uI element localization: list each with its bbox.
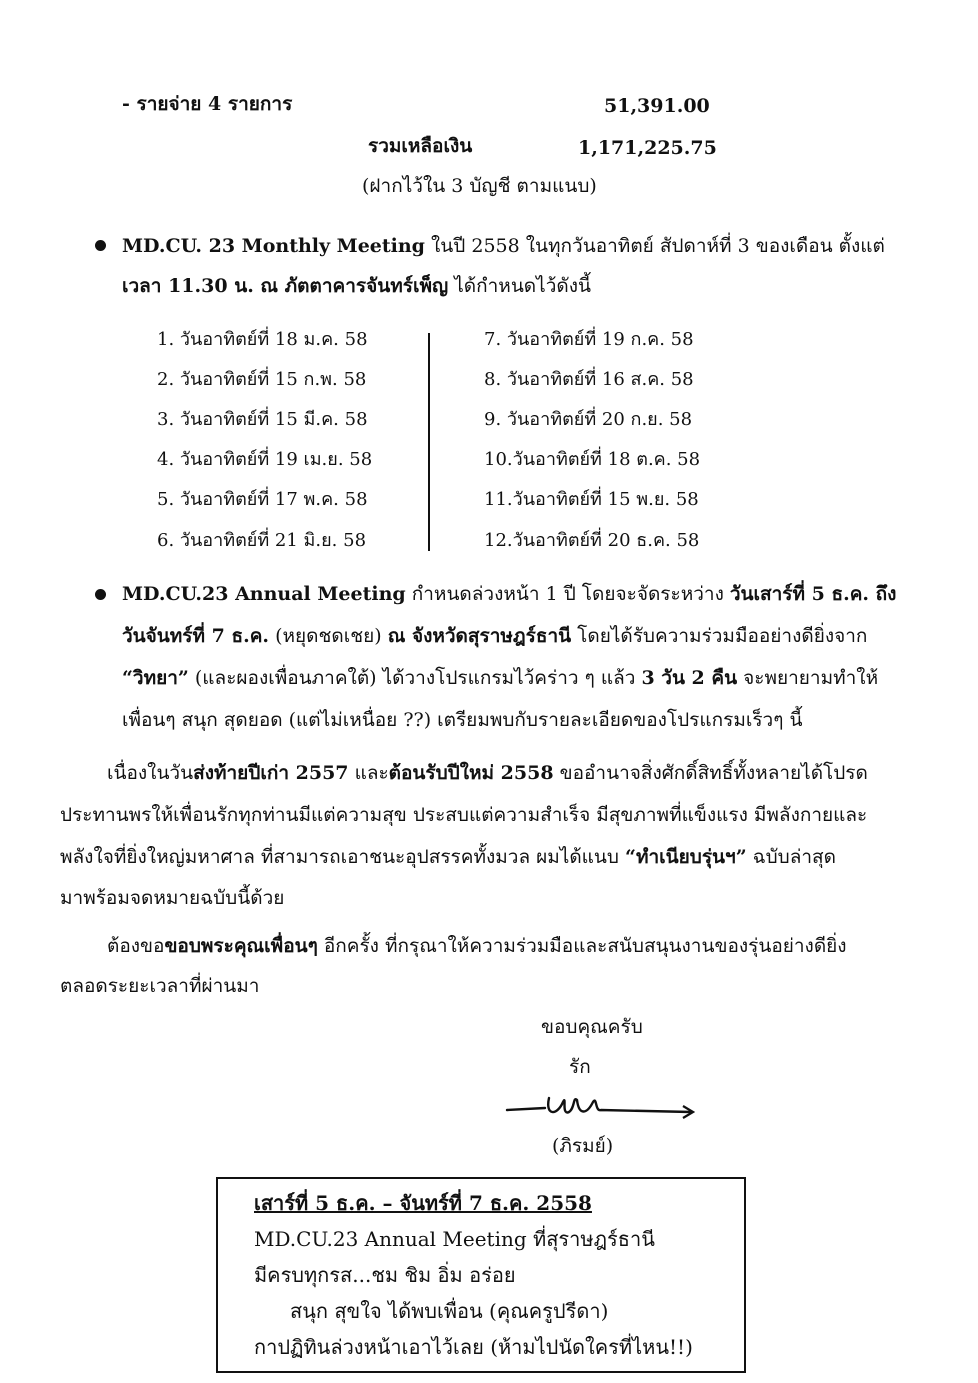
deposit-note: (ฝากไว้ใน 3 บัญชี ตามแนบ) [362,175,597,197]
schedule-item: 8. วันอาทิตย์ที่ 16 ส.ค. 58 [484,369,694,390]
schedule-item: 5. วันอาทิตย์ที่ 17 พ.ค. 58 [157,489,368,510]
newyear-text: ขออำนาจสิ่งศักดิ์สิทธิ์ทั้งหลายได้โปรด [553,762,868,784]
schedule-item: 12.วันอาทิตย์ที่ 20 ธ.ค. 58 [484,530,700,551]
reminder-line-1: MD.CU.23 Annual Meeting ที่สุราษฎร์ธานี [254,1227,655,1251]
reminder-box [216,1177,746,1373]
reminder-line-4: กาปฏิทินล่วงหน้าเอาไว้เลย (ห้ามไปนัดใครที่ไหน!!) [254,1335,693,1359]
annual-line-2 [122,622,867,650]
newyear-old-year: ส่งท้ายปีเก่า 2557 [193,762,349,784]
annual-date-end: วันจันทร์ที่ 7 ธ.ค. [122,625,270,647]
monthly-title: MD.CU. 23 Monthly Meeting [122,235,425,257]
balance-amount: 1,171,225.75 [578,137,717,159]
closing-love: รัก [569,1056,591,1078]
annual-line-4: เพื่อนๆ สนุก สุดยอด (แต่ไม่เหนื่อย ??) เตรียมพบกับรายละเอียดของโปรแกรมเร็วๆ นี้ [122,709,803,731]
schedule-item: 3. วันอาทิตย์ที่ 15 มี.ค. 58 [157,409,368,430]
newyear-line-1 [107,759,868,787]
thanks-line-1 [107,932,847,960]
bullet-icon [95,589,106,600]
balance-label: รวมเหลือเงิน [368,135,473,157]
schedule-item: 10.วันอาทิตย์ที่ 18 ต.ค. 58 [484,449,701,470]
newyear-directory: “ทำเนียบรุ่นฯ” [625,846,747,868]
annual-text: จะพยายามทำให้ [737,667,879,689]
reminder-line-3: สนุก สุขใจ ได้พบเพื่อน (คุณครูปรีดา) [290,1299,609,1323]
newyear-text: ฉบับล่าสุด [746,846,836,868]
monthly-desc-2: ได้กำหนดไว้ดังนี้ [448,275,591,297]
annual-title: MD.CU.23 Annual Meeting [122,583,406,605]
annual-duration: 3 วัน 2 คืน [641,667,738,689]
expense-label: - รายจ่าย 4 รายการ [122,93,293,115]
schedule-item: 2. วันอาทิตย์ที่ 15 ก.พ. 58 [157,369,367,390]
annual-line-1 [122,580,896,608]
schedule-item: 4. วันอาทิตย์ที่ 19 เม.ย. 58 [157,449,373,470]
schedule-divider [428,333,430,551]
newyear-text: และ [348,762,389,784]
annual-text: โดยได้รับความร่วมมืออย่างดียิ่งจาก [571,625,868,647]
closing-thanks: ขอบคุณครับ [541,1016,643,1038]
monthly-desc: ในปี 2558 ในทุกวันอาทิตย์ สัปดาห์ที่ 3 ของเดือน ตั้งแต่ [424,235,885,257]
thanks-line-2: ตลอดระยะเวลาที่ผ่านมา [60,975,260,997]
bullet-icon [95,240,106,251]
newyear-new-year: ต้อนรับปีใหม่ 2558 [388,762,554,784]
annual-text: กำหนดล่วงหน้า 1 ปี โดยจะจัดระหว่าง [405,583,730,605]
thanks-text: ต้องขอ [107,935,165,957]
expense-amount: 51,391.00 [604,95,710,117]
annual-location: ณ จังหวัดสุราษฎร์ธานี [387,625,572,647]
newyear-line-2: ประทานพรให้เพื่อนรักทุกท่านมีแต่ความสุข ประสบแต่ความสำเร็จ มีสุขภาพที่แข็งแรง มีพลังกายและ [60,804,868,826]
annual-text: (และผองเพื่อนภาคใต้) ได้วางโปรแกรมไว้คร่าว ๆ แล้ว [188,667,642,689]
schedule-item: 6. วันอาทิตย์ที่ 21 มิ.ย. 58 [157,530,367,551]
thanks-friends: ขอบพระคุณเพื่อนๆ [164,935,318,957]
schedule-item: 9. วันอาทิตย์ที่ 20 ก.ย. 58 [484,409,693,430]
schedule-item: 1. วันอาทิตย์ที่ 18 ม.ค. 58 [157,329,368,350]
signature-icon [505,1086,695,1128]
annual-text: (หยุดชดเชย) [269,625,388,647]
schedule-item: 11.วันอาทิตย์ที่ 15 พ.ย. 58 [484,489,699,510]
thanks-text: อีกครั้ง ที่กรุณาให้ความร่วมมือและสนับสนุนงานของรุ่นอย่างดียิ่ง [317,935,847,957]
newyear-line-3 [60,843,836,871]
monthly-line-1 [122,232,885,260]
annual-line-3 [122,664,878,692]
monthly-line-2 [122,272,591,300]
closing-name: (ภิรมย์) [552,1135,614,1157]
schedule-item: 7. วันอาทิตย์ที่ 19 ก.ค. 58 [484,329,694,350]
monthly-venue: เวลา 11.30 น. ณ ภัตตาคารจันทร์เพ็ญ [122,275,449,297]
reminder-title: เสาร์ที่ 5 ธ.ค. – จันทร์ที่ 7 ธ.ค. 2558 [254,1191,592,1215]
annual-host: “วิทยา” [122,667,189,689]
newyear-text: พลังใจที่ยิ่งใหญ่มหาศาล ที่สามารถเอาชนะอุปสรรคทั้งมวล ผมได้แนบ [60,846,626,868]
newyear-line-4: มาพร้อมจดหมายฉบับนี้ด้วย [60,887,285,909]
reminder-line-2: มีครบทุกรส...ชม ชิม อิ่ม อร่อย [254,1263,516,1287]
annual-date-start: วันเสาร์ที่ 5 ธ.ค. ถึง [729,583,897,605]
newyear-text: เนื่องในวัน [107,762,194,784]
